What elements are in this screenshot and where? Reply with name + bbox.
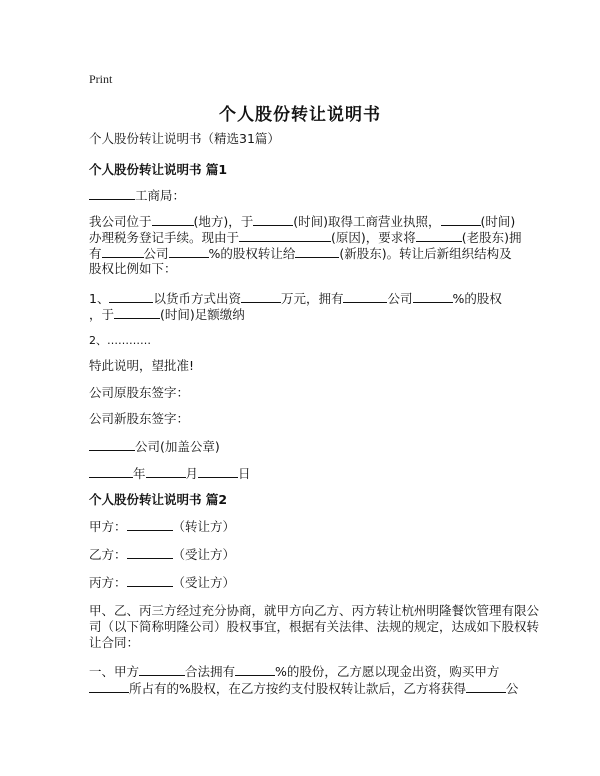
blank-field <box>127 518 173 531</box>
section1-para-line1 <box>89 213 519 230</box>
seal-line <box>89 438 519 455</box>
text: 办理税务登记手续。现由于 <box>89 230 240 245</box>
clause1-line2 <box>89 680 519 697</box>
text: (时间)足额缴纳 <box>160 307 245 322</box>
party-b-line <box>89 546 519 563</box>
section2-para-line1: 甲、乙、丙三方经过充分协商，就甲方向乙方、丙方转让杭州明隆餐饮管理有限公 <box>89 603 540 618</box>
section1-para-line4: 股权比例如下： <box>89 261 177 276</box>
section1-heading: 个人股份转让说明书 篇1 <box>89 162 228 177</box>
blank-field <box>89 438 135 451</box>
blank-field <box>198 465 238 478</box>
blank-field <box>89 680 129 693</box>
text: 万元，拥有 <box>280 291 344 306</box>
blank-field <box>235 663 275 676</box>
date-line <box>89 465 519 482</box>
blank-field <box>127 574 173 587</box>
text: 1、 <box>89 291 110 306</box>
text: （转让方） <box>172 519 236 534</box>
blank-field <box>253 213 293 226</box>
blank-field <box>89 465 133 478</box>
text: %的股份，乙方愿以现金出资，购买甲方 <box>275 664 500 679</box>
blank-field <box>127 546 173 559</box>
text: 我公司位于 <box>89 214 152 229</box>
print-label[interactable]: Print <box>89 72 113 86</box>
text: 合法拥有 <box>185 664 236 679</box>
blank-field <box>114 306 160 319</box>
section1-para-line3 <box>89 245 519 262</box>
blank-field <box>343 290 387 303</box>
text: 公 <box>505 681 519 696</box>
section2-para-line3: 让合同： <box>89 635 140 650</box>
text: 公司(加盖公章) <box>135 439 220 454</box>
blank-field <box>295 245 339 258</box>
blank-field <box>241 290 281 303</box>
text: %的股权转让给 <box>208 246 296 261</box>
section1-para-line2 <box>89 229 522 246</box>
text: 以货币方式出资 <box>153 291 241 306</box>
text: 一、甲方 <box>89 664 140 679</box>
blank-field <box>441 213 481 226</box>
text: 公司 <box>387 291 413 306</box>
text: ，于 <box>89 307 115 322</box>
text: （受让方） <box>172 547 236 562</box>
special-note: 特此说明，望批准! <box>89 358 195 373</box>
blank-field <box>239 229 331 242</box>
item1-line1 <box>89 290 519 307</box>
party-a-line <box>89 518 519 535</box>
text: (时间)取得工商营业执照， <box>293 214 441 229</box>
text: (老股东)拥 <box>461 230 522 245</box>
text: 乙方： <box>89 547 127 562</box>
blank-field <box>416 229 462 242</box>
subtitle: 个人股份转让说明书（精选31篇） <box>89 131 280 146</box>
blank-field <box>169 245 209 258</box>
text: 日 <box>238 466 251 481</box>
text: 公司 <box>143 246 169 261</box>
text: 甲方： <box>89 519 127 534</box>
text: 年 <box>133 466 146 481</box>
blank-field <box>139 663 185 676</box>
clause1-line1 <box>89 663 519 680</box>
blank-field <box>109 290 153 303</box>
party-c-line <box>89 574 519 591</box>
addressee: 工商局： <box>135 188 186 203</box>
blank-field <box>413 290 453 303</box>
text: 丙方： <box>89 575 127 590</box>
blank-field <box>152 213 194 226</box>
text: （受让方） <box>172 575 236 590</box>
addressee-line <box>89 187 519 204</box>
blank-field <box>146 465 186 478</box>
blank-field <box>466 680 506 693</box>
text: 所占有的%股权，在乙方按约支付股权转让款后，乙方将获得 <box>129 681 466 696</box>
text: 有 <box>89 246 102 261</box>
text: (地方)，于 <box>193 214 254 229</box>
section2-para-line2: 司（以下简称明隆公司）股权事宜，根据有关法律、法规的规定，达成如下股权转 <box>89 619 540 634</box>
text: (新股东)。转让后新组织结构及 <box>339 246 512 261</box>
page-title: 个人股份转让说明书 <box>219 105 381 125</box>
section2-heading: 个人股份转让说明书 篇2 <box>89 492 228 507</box>
old-shareholder-signature: 公司原股东签字： <box>89 385 190 400</box>
item2: 2、………… <box>89 334 151 347</box>
text: (时间) <box>480 214 516 229</box>
blank-field <box>102 245 144 258</box>
text: (原因)，要求将 <box>331 230 416 245</box>
text: %的股权 <box>452 291 502 306</box>
new-shareholder-signature: 公司新股东签字： <box>89 411 190 426</box>
blank-field <box>89 187 135 200</box>
item1-line2 <box>89 306 519 323</box>
text: 月 <box>185 466 199 481</box>
